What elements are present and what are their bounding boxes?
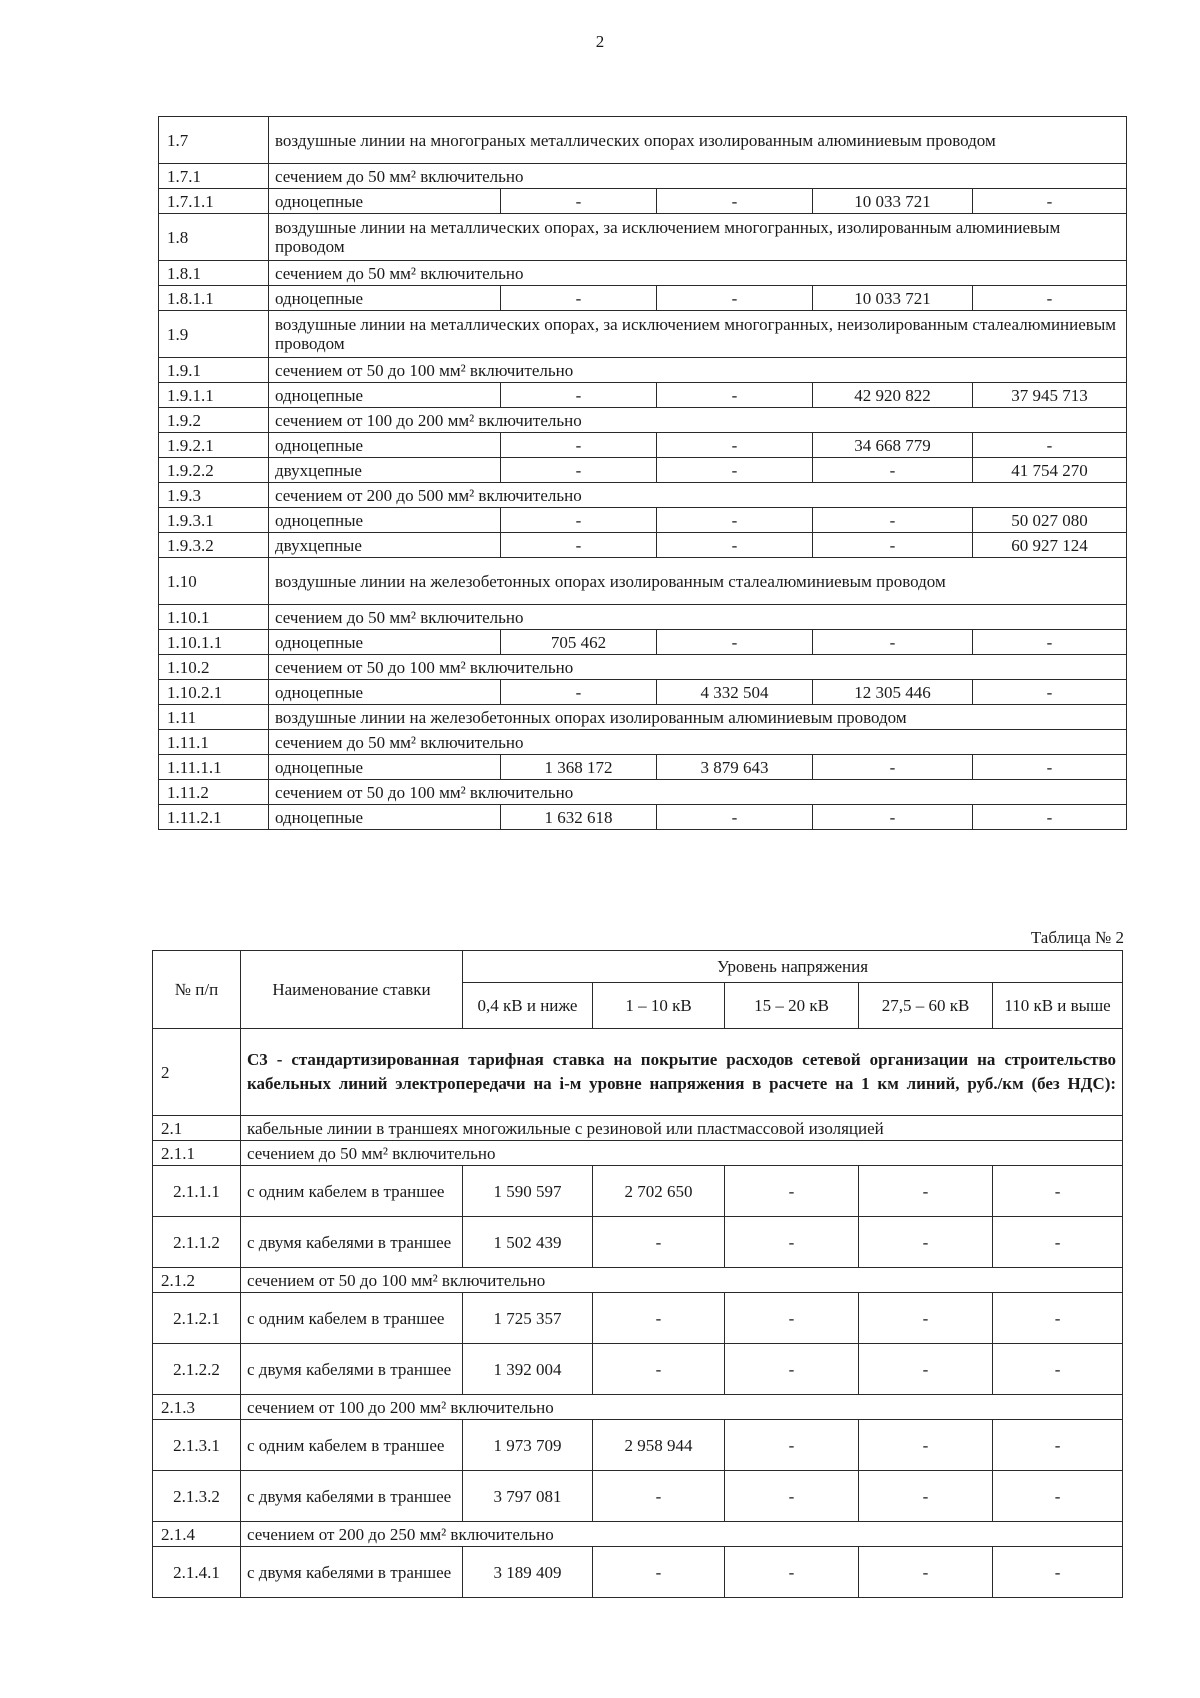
table-row <box>159 533 1127 558</box>
row-value: - <box>813 458 973 483</box>
row-value: 1 392 004 <box>463 1344 593 1395</box>
row-title: сечением от 100 до 200 мм² включительно <box>241 1395 1123 1420</box>
row-value: - <box>501 433 657 458</box>
row-title: воздушные линии на многограных металлических опорах изолированным алюминиевым проводом <box>269 117 1127 164</box>
table-row <box>159 286 1127 311</box>
row-value: 41 754 270 <box>973 458 1127 483</box>
row-number: 1.10.1.1 <box>159 630 269 655</box>
row-number: 1.9.3 <box>159 483 269 508</box>
row-name: одноцепные <box>269 805 501 830</box>
row-value: - <box>993 1471 1123 1522</box>
row-name: одноцепные <box>269 433 501 458</box>
table-row <box>159 805 1127 830</box>
header-col-4: 27,5 – 60 кВ <box>859 983 993 1029</box>
table-2 <box>152 950 1123 1598</box>
row-value: - <box>859 1344 993 1395</box>
row-title: сечением от 100 до 200 мм² включительно <box>269 408 1127 433</box>
row-value: 1 632 618 <box>501 805 657 830</box>
row-number: 1.8 <box>159 214 269 261</box>
row-name: с одним кабелем в траншее <box>241 1166 463 1217</box>
row-value: - <box>593 1217 725 1268</box>
row-value: - <box>993 1166 1123 1217</box>
row-value: 1 502 439 <box>463 1217 593 1268</box>
row-value: - <box>501 383 657 408</box>
row-name: двухцепные <box>269 533 501 558</box>
table-row <box>153 1293 1123 1344</box>
row-value: - <box>973 630 1127 655</box>
table-row <box>159 408 1127 433</box>
page-number: 2 <box>595 32 605 51</box>
table-row <box>153 1395 1123 1420</box>
row-title: кабельные линии в траншеях многожильные с резиновой или пластмассовой изоляцией <box>241 1116 1123 1141</box>
row-name: с одним кабелем в траншее <box>241 1420 463 1471</box>
row-value: 2 958 944 <box>593 1420 725 1471</box>
row-value: - <box>859 1420 993 1471</box>
row-number: 2.1.2 <box>153 1268 241 1293</box>
table-row <box>159 433 1127 458</box>
table-row <box>159 189 1127 214</box>
row-title: воздушные линии на металлических опорах, за исключением многогранных, изолированным алюминиевым проводом <box>269 214 1127 261</box>
table-row <box>153 1344 1123 1395</box>
row-number: 1.11 <box>159 705 269 730</box>
row-value: 1 590 597 <box>463 1166 593 1217</box>
row-value: - <box>859 1217 993 1268</box>
row-title: сечением от 200 до 500 мм² включительно <box>269 483 1127 508</box>
table-row <box>159 508 1127 533</box>
table-row <box>159 458 1127 483</box>
row-value: 3 189 409 <box>463 1547 593 1598</box>
row-value: - <box>973 755 1127 780</box>
row-number: 1.8.1 <box>159 261 269 286</box>
row-value: - <box>725 1471 859 1522</box>
row-title: сечением до 50 мм² включительно <box>241 1141 1123 1166</box>
table-row <box>159 730 1127 755</box>
row-value: - <box>725 1420 859 1471</box>
row-value: 4 332 504 <box>657 680 813 705</box>
row-value: 12 305 446 <box>813 680 973 705</box>
row-value: 2 702 650 <box>593 1166 725 1217</box>
table-row <box>153 1471 1123 1522</box>
header-level: Уровень напряжения <box>463 951 1123 983</box>
row-value: - <box>813 805 973 830</box>
row-number: 1.10.1 <box>159 605 269 630</box>
row-value: - <box>593 1344 725 1395</box>
row-number: 1.8.1.1 <box>159 286 269 311</box>
row-title: сечением до 50 мм² включительно <box>269 261 1127 286</box>
row-value: - <box>993 1344 1123 1395</box>
table-row <box>153 1547 1123 1598</box>
table-row <box>153 1522 1123 1547</box>
table-row <box>153 1141 1123 1166</box>
table-1 <box>158 116 1127 830</box>
table-row <box>153 1116 1123 1141</box>
row-value: - <box>657 189 813 214</box>
row-number: 2.1.2.1 <box>153 1293 241 1344</box>
row-value: - <box>993 1420 1123 1471</box>
row-value: 10 033 721 <box>813 189 973 214</box>
row-name: одноцепные <box>269 508 501 533</box>
row-value: - <box>813 533 973 558</box>
table-row <box>159 483 1127 508</box>
row-value: - <box>501 508 657 533</box>
row-name: одноцепные <box>269 680 501 705</box>
table-row <box>159 383 1127 408</box>
row-number: 2.1.2.2 <box>153 1344 241 1395</box>
row-value: - <box>501 286 657 311</box>
table-row <box>159 680 1127 705</box>
row-number: 2.1.4.1 <box>153 1547 241 1598</box>
row-value: - <box>859 1471 993 1522</box>
row-value: 1 725 357 <box>463 1293 593 1344</box>
row-value: - <box>657 383 813 408</box>
row-value: - <box>973 286 1127 311</box>
row-value: - <box>725 1217 859 1268</box>
row-name: с двумя кабелями в траншее <box>241 1217 463 1268</box>
row-number: 1.9.2 <box>159 408 269 433</box>
table-row <box>159 214 1127 261</box>
row-number: 2.1.1 <box>153 1141 241 1166</box>
row-number: 2.1.3.1 <box>153 1420 241 1471</box>
row-number: 1.11.2 <box>159 780 269 805</box>
row-number: 1.11.2.1 <box>159 805 269 830</box>
row-value: - <box>725 1166 859 1217</box>
row-value: - <box>973 680 1127 705</box>
row-value: - <box>813 755 973 780</box>
row-number: 2.1.3 <box>153 1395 241 1420</box>
table-row <box>159 261 1127 286</box>
row-number: 2.1.4 <box>153 1522 241 1547</box>
row-value: - <box>859 1166 993 1217</box>
row-title: сечением до 50 мм² включительно <box>269 730 1127 755</box>
table-row <box>159 630 1127 655</box>
title-row-num: 2 <box>153 1029 241 1116</box>
row-value: - <box>593 1471 725 1522</box>
header-col-1: 0,4 кВ и ниже <box>463 983 593 1029</box>
row-value: - <box>657 805 813 830</box>
row-value: 1 368 172 <box>501 755 657 780</box>
row-value: - <box>813 630 973 655</box>
row-value: - <box>657 630 813 655</box>
row-value: 3 879 643 <box>657 755 813 780</box>
row-value: - <box>657 508 813 533</box>
table-row <box>159 311 1127 358</box>
row-value: - <box>993 1293 1123 1344</box>
title-row-text: С3 - стандартизированная тарифная ставка на покрытие расходов сетевой организации на строительство кабельных линий электропередачи на i-м уровне напряжения в расчете на 1 км линий, руб./км (без НДС): <box>241 1029 1123 1116</box>
row-name: с двумя кабелями в траншее <box>241 1344 463 1395</box>
row-value: - <box>593 1293 725 1344</box>
row-number: 1.7 <box>159 117 269 164</box>
row-number: 2.1 <box>153 1116 241 1141</box>
row-title: сечением от 200 до 250 мм² включительно <box>241 1522 1123 1547</box>
row-number: 1.9.2.2 <box>159 458 269 483</box>
row-number: 1.9.3.2 <box>159 533 269 558</box>
table-row <box>153 1268 1123 1293</box>
table-row <box>159 780 1127 805</box>
row-value: 1 973 709 <box>463 1420 593 1471</box>
row-value: - <box>993 1547 1123 1598</box>
table-row <box>159 705 1127 730</box>
row-number: 2.1.3.2 <box>153 1471 241 1522</box>
row-value: - <box>859 1547 993 1598</box>
header-col-2: 1 – 10 кВ <box>593 983 725 1029</box>
row-name: одноцепные <box>269 383 501 408</box>
row-number: 1.11.1.1 <box>159 755 269 780</box>
table-row <box>153 1217 1123 1268</box>
row-title: сечением от 50 до 100 мм² включительно <box>241 1268 1123 1293</box>
row-value: - <box>593 1547 725 1598</box>
row-value: 60 927 124 <box>973 533 1127 558</box>
table-row <box>159 558 1127 605</box>
row-number: 2.1.1.1 <box>153 1166 241 1217</box>
row-value: - <box>501 680 657 705</box>
header-col-5: 110 кВ и выше <box>993 983 1123 1029</box>
row-value: - <box>973 433 1127 458</box>
row-title: сечением от 50 до 100 мм² включительно <box>269 655 1127 680</box>
row-name: с двумя кабелями в траншее <box>241 1471 463 1522</box>
row-name: одноцепные <box>269 630 501 655</box>
row-title: сечением до 50 мм² включительно <box>269 605 1127 630</box>
row-value: - <box>973 805 1127 830</box>
row-value: - <box>501 189 657 214</box>
row-value: 37 945 713 <box>973 383 1127 408</box>
row-number: 1.9.1 <box>159 358 269 383</box>
row-value: 42 920 822 <box>813 383 973 408</box>
row-number: 1.10.2.1 <box>159 680 269 705</box>
header-col-3: 15 – 20 кВ <box>725 983 859 1029</box>
header-num: № п/п <box>153 951 241 1029</box>
table-row <box>159 655 1127 680</box>
row-value: - <box>657 433 813 458</box>
row-title: сечением от 50 до 100 мм² включительно <box>269 780 1127 805</box>
row-value: - <box>813 508 973 533</box>
row-number: 1.9.2.1 <box>159 433 269 458</box>
row-value: - <box>657 458 813 483</box>
row-name: двухцепные <box>269 458 501 483</box>
row-title: воздушные линии на железобетонных опорах изолированным алюминиевым проводом <box>269 705 1127 730</box>
row-number: 1.9.3.1 <box>159 508 269 533</box>
row-value: - <box>501 533 657 558</box>
row-value: - <box>657 533 813 558</box>
table-row <box>159 164 1127 189</box>
table-row <box>159 605 1127 630</box>
row-value: 10 033 721 <box>813 286 973 311</box>
row-number: 1.9.1.1 <box>159 383 269 408</box>
row-value: - <box>973 189 1127 214</box>
row-value: - <box>993 1217 1123 1268</box>
table-2-caption: Таблица № 2 <box>1030 928 1124 947</box>
row-value: 705 462 <box>501 630 657 655</box>
table-row <box>153 1420 1123 1471</box>
row-name: с одним кабелем в траншее <box>241 1293 463 1344</box>
row-name: одноцепные <box>269 286 501 311</box>
row-number: 1.7.1 <box>159 164 269 189</box>
row-title: сечением до 50 мм² включительно <box>269 164 1127 189</box>
row-name: одноцепные <box>269 189 501 214</box>
row-title: сечением от 50 до 100 мм² включительно <box>269 358 1127 383</box>
row-number: 1.11.1 <box>159 730 269 755</box>
table-row <box>159 358 1127 383</box>
row-value: - <box>725 1547 859 1598</box>
table-row <box>153 1166 1123 1217</box>
row-value: - <box>859 1293 993 1344</box>
row-title: воздушные линии на металлических опорах, за исключением многогранных, неизолированным сталеалюминиевым проводом <box>269 311 1127 358</box>
row-value: - <box>725 1293 859 1344</box>
row-value: - <box>657 286 813 311</box>
header-name: Наименование ставки <box>241 951 463 1029</box>
row-value: - <box>725 1344 859 1395</box>
table-row <box>159 117 1127 164</box>
row-number: 1.7.1.1 <box>159 189 269 214</box>
row-name: одноцепные <box>269 755 501 780</box>
row-number: 1.10.2 <box>159 655 269 680</box>
row-title: воздушные линии на железобетонных опорах изолированным сталеалюминиевым проводом <box>269 558 1127 605</box>
row-number: 2.1.1.2 <box>153 1217 241 1268</box>
row-value: 3 797 081 <box>463 1471 593 1522</box>
row-name: с двумя кабелями в траншее <box>241 1547 463 1598</box>
row-number: 1.9 <box>159 311 269 358</box>
row-value: 50 027 080 <box>973 508 1127 533</box>
row-value: 34 668 779 <box>813 433 973 458</box>
table-row <box>159 755 1127 780</box>
row-value: - <box>501 458 657 483</box>
row-number: 1.10 <box>159 558 269 605</box>
